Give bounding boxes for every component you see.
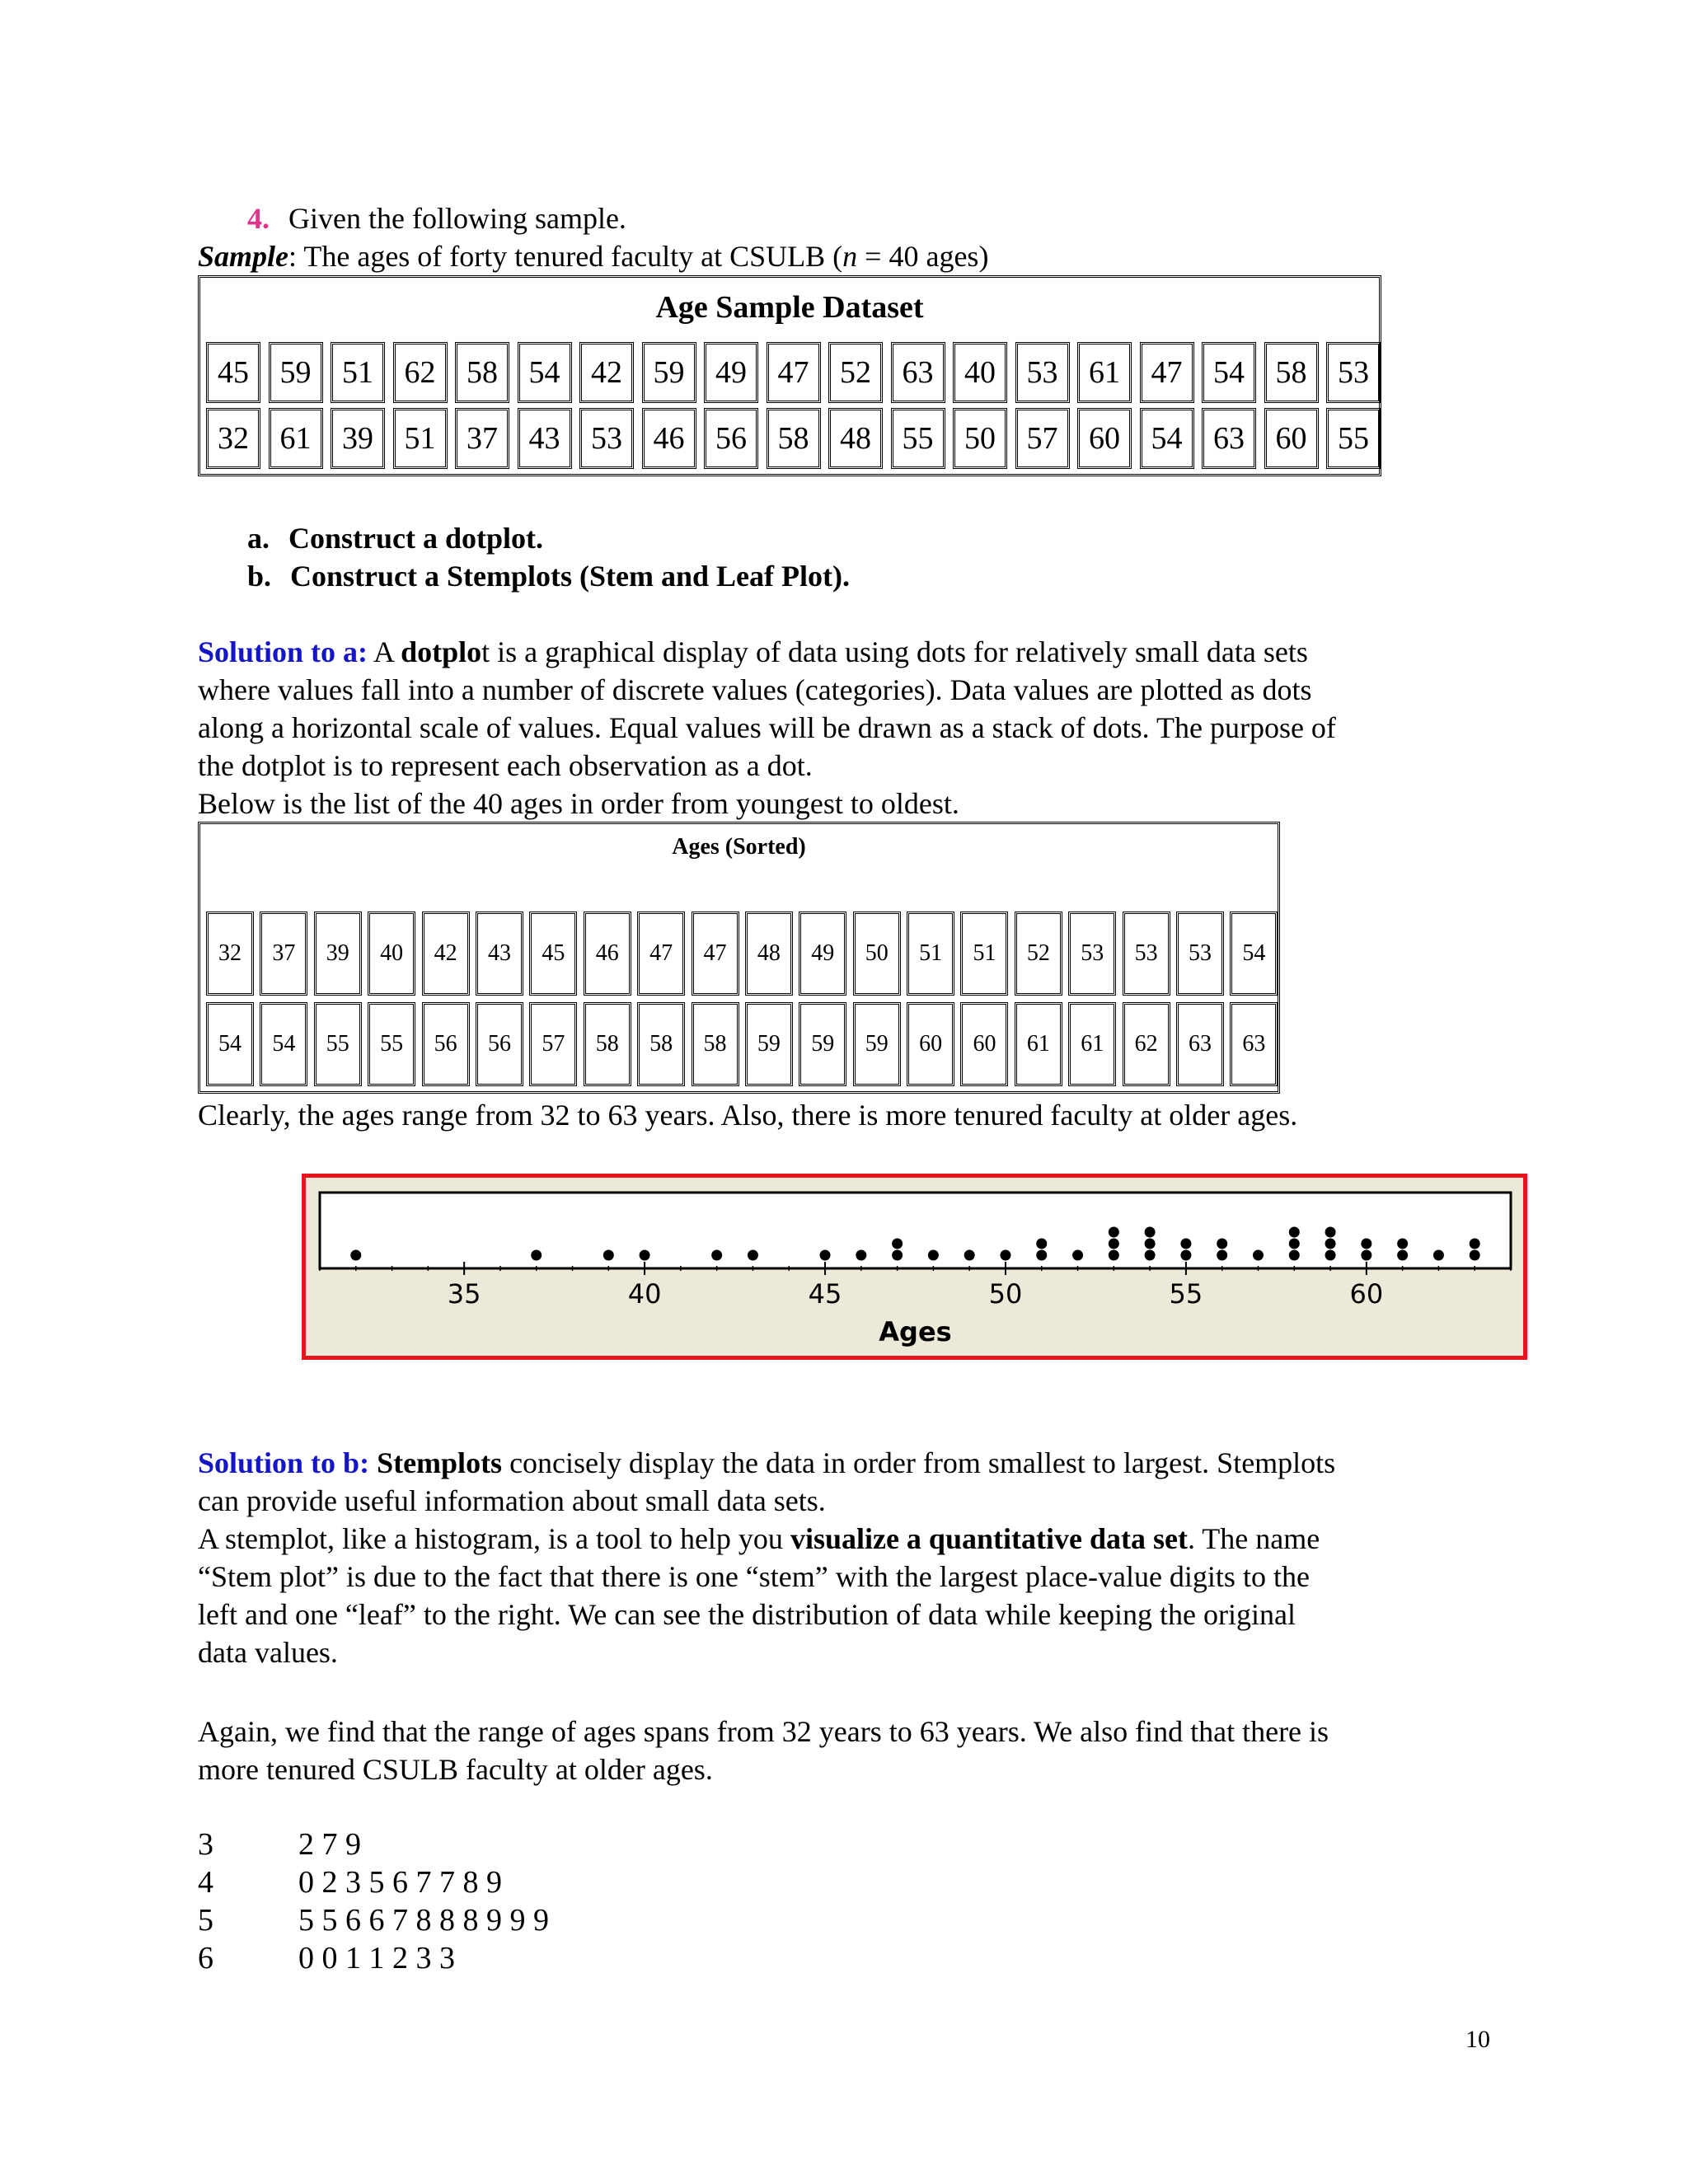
task-b (247, 557, 850, 595)
task-b-text: Construct a Stemplots (Stem and Leaf Plot). (290, 560, 850, 593)
x-tick-label: 60 (1349, 1278, 1384, 1310)
dot-mark (1180, 1250, 1191, 1261)
solution-a-rest: t is a graphical display of data using dots for relatively small data sets (481, 635, 1308, 668)
range-conclusion-line-1: Again, we find that the range of ages spans from 32 years to 63 years. We also find that there is (198, 1715, 1329, 1748)
solution-a-line-5: Below is the list of the 40 ages in order from youngest to oldest. (198, 787, 959, 820)
dot-mark (1145, 1250, 1156, 1261)
sorted-ages-cell: 60 (907, 1002, 954, 1086)
age-sample-cell: 54 (1202, 342, 1256, 403)
age-sample-cell: 47 (767, 342, 821, 403)
sorted-ages-cell: 55 (368, 1002, 415, 1086)
age-sample-cell: 54 (518, 342, 572, 403)
solution-b-line-1 (198, 1444, 1500, 1482)
solution-b-p2-rest: . The name (1187, 1522, 1320, 1555)
dot-mark (350, 1250, 361, 1261)
sorted-ages-cell: 61 (1068, 1002, 1116, 1086)
age-sample-cell: 58 (767, 408, 821, 469)
sorted-ages-cell: 51 (960, 912, 1008, 996)
sorted-ages-cell: 45 (529, 912, 577, 996)
sorted-ages-cell: 56 (476, 1002, 523, 1086)
age-sample-row-1 (206, 342, 1389, 403)
age-sample-cell: 59 (642, 342, 696, 403)
age-sample-cell: 56 (704, 408, 758, 469)
leaves-5: 5 5 6 6 7 8 8 8 9 9 9 (298, 1903, 549, 1938)
age-sample-cell: 63 (1202, 408, 1256, 469)
dot-mark (1145, 1239, 1156, 1249)
dot-mark (1325, 1250, 1336, 1261)
page-number: 10 (1465, 2026, 1490, 2053)
x-tick-label: 55 (1169, 1278, 1203, 1310)
dot-mark (531, 1250, 542, 1261)
solution-b-line-5: left and one “leaf” to the right. We can see the distribution of data while keeping the original (198, 1598, 1296, 1631)
sorted-ages-cell: 37 (260, 912, 307, 996)
age-sample-cell: 63 (891, 342, 945, 403)
dot-mark (1397, 1250, 1408, 1261)
leaves-6: 0 0 1 1 2 3 3 (298, 1941, 455, 1975)
age-sample-cell: 51 (393, 408, 448, 469)
dot-mark (1470, 1239, 1480, 1249)
age-sample-cell: 55 (1326, 408, 1381, 469)
range-statement: Clearly, the ages range from 32 to 63 years. Also, there is more tenured faculty at older ages. (198, 1099, 1298, 1132)
age-sample-cell: 55 (891, 408, 945, 469)
age-sample-table-caption: Age Sample Dataset (655, 290, 924, 325)
sorted-ages-cell: 53 (1123, 912, 1170, 996)
dot-mark (1361, 1250, 1372, 1261)
age-sample-cell: 46 (642, 408, 696, 469)
sorted-ages-cell: 61 (1015, 1002, 1062, 1086)
age-sample-cell: 53 (1015, 342, 1070, 403)
sorted-ages-cell: 43 (476, 912, 523, 996)
dot-mark (1470, 1250, 1480, 1261)
task-a-marker: a. (247, 522, 270, 555)
sorted-ages-table (198, 822, 1280, 1094)
sorted-ages-cell: 48 (745, 912, 793, 996)
dot-mark (1433, 1250, 1444, 1261)
dot-mark (1325, 1239, 1336, 1249)
stem-3: 3 (198, 1827, 213, 1862)
age-sample-cell: 32 (206, 408, 260, 469)
sorted-ages-row-1 (206, 912, 1284, 996)
age-sample-cell: 45 (206, 342, 260, 403)
dot-mark (856, 1250, 866, 1261)
dot-mark (892, 1250, 903, 1261)
age-sample-cell: 47 (1140, 342, 1194, 403)
dot-mark (1253, 1250, 1264, 1261)
age-sample-cell: 48 (828, 408, 883, 469)
age-sample-cell: 53 (1326, 342, 1381, 403)
sorted-ages-cell: 47 (692, 912, 739, 996)
age-sample-cell: 62 (393, 342, 448, 403)
x-tick-label: 45 (808, 1278, 842, 1310)
dotplot-chart (306, 1178, 1523, 1356)
sorted-ages-cell: 52 (1015, 912, 1062, 996)
dot-mark (1180, 1239, 1191, 1249)
sorted-ages-cell: 53 (1068, 912, 1116, 996)
dot-mark (1072, 1250, 1083, 1261)
solution-a-line-3: along a horizontal scale of values. Equal values will be drawn as a stack of dots. The purpose of (198, 711, 1336, 744)
age-sample-cell: 39 (331, 408, 385, 469)
stem-5: 5 (198, 1903, 213, 1938)
dot-mark (1217, 1250, 1227, 1261)
solution-b-p2-pre: A stemplot, like a histogram, is a tool to help you (198, 1522, 790, 1555)
sorted-ages-cell: 58 (692, 1002, 739, 1086)
solution-b-paragraph (198, 1444, 1500, 1671)
dot-mark (1289, 1227, 1300, 1238)
sorted-ages-cell: 39 (314, 912, 362, 996)
task-b-marker: b. (247, 560, 272, 593)
x-axis-label: Ages (879, 1316, 952, 1347)
sorted-ages-cell: 50 (853, 912, 901, 996)
dot-mark (820, 1250, 831, 1261)
dot-mark (892, 1239, 903, 1249)
dot-mark (1000, 1250, 1010, 1261)
leaves-4: 0 2 3 5 6 7 7 8 9 (298, 1865, 502, 1900)
sorted-ages-cell: 40 (368, 912, 415, 996)
dot-mark (1397, 1239, 1408, 1249)
dot-mark (1289, 1250, 1300, 1261)
sorted-ages-cell: 47 (637, 912, 685, 996)
age-sample-cell: 37 (455, 408, 509, 469)
sorted-ages-cell: 63 (1176, 1002, 1224, 1086)
solution-a-bold: dotplo (401, 635, 482, 668)
stem-6: 6 (198, 1941, 213, 1975)
dot-mark (1109, 1250, 1119, 1261)
solution-a-label: Solution to a: (198, 635, 368, 668)
age-sample-cell: 43 (518, 408, 572, 469)
solution-a-line-1 (198, 633, 1484, 671)
sorted-ages-cell: 54 (260, 1002, 307, 1086)
problem-number: 4. (247, 202, 270, 235)
age-sample-cell: 51 (331, 342, 385, 403)
age-sample-cell: 58 (1264, 342, 1319, 403)
dot-mark (711, 1250, 722, 1261)
solution-b-label: Solution to b: (198, 1446, 370, 1479)
sorted-ages-cell: 32 (206, 912, 254, 996)
sorted-ages-cell: 59 (853, 1002, 901, 1086)
problem-intro: Given the following sample. (288, 202, 626, 235)
age-sample-cell: 40 (953, 342, 1007, 403)
dot-mark (1325, 1227, 1336, 1238)
stem-4: 4 (198, 1865, 213, 1900)
sorted-ages-cell: 49 (799, 912, 846, 996)
age-sample-cell: 58 (455, 342, 509, 403)
sample-text-before: : The ages of forty tenured faculty at CSULB ( (288, 240, 843, 273)
x-tick-label: 50 (988, 1278, 1023, 1310)
solution-a-paragraph (198, 633, 1484, 823)
solution-b-line-6: data values. (198, 1636, 338, 1669)
solution-b-line-3 (198, 1520, 1500, 1558)
age-sample-cell: 50 (953, 408, 1007, 469)
sorted-ages-caption: Ages (Sorted) (672, 834, 806, 860)
dot-mark (1145, 1227, 1156, 1238)
dot-mark (1289, 1239, 1300, 1249)
dot-mark (603, 1250, 614, 1261)
age-sample-cell: 57 (1015, 408, 1070, 469)
range-conclusion (198, 1713, 1500, 1788)
solution-b-p2-bold: visualize a quantitative data set (790, 1522, 1188, 1555)
sorted-ages-cell: 58 (584, 1002, 631, 1086)
range-conclusion-line-2: more tenured CSULB faculty at older ages. (198, 1753, 713, 1786)
age-sample-cell: 54 (1140, 408, 1194, 469)
dot-mark (1109, 1239, 1119, 1249)
sorted-ages-cell: 62 (1123, 1002, 1170, 1086)
sample-n: n (842, 240, 858, 273)
task-a-text: Construct a dotplot. (288, 522, 544, 555)
x-tick-label: 40 (627, 1278, 662, 1310)
age-sample-cell: 49 (704, 342, 758, 403)
age-sample-cell: 60 (1264, 408, 1319, 469)
solution-a-line-4: the dotplot is to represent each observation as a dot. (198, 749, 813, 782)
leaves-3: 2 7 9 (298, 1827, 361, 1862)
solution-b-bold: Stemplots (377, 1446, 503, 1479)
sorted-ages-cell: 59 (799, 1002, 846, 1086)
dot-mark (928, 1250, 939, 1261)
dot-mark (1036, 1239, 1047, 1249)
sorted-ages-cell: 63 (1230, 1002, 1278, 1086)
sorted-ages-cell: 54 (1230, 912, 1278, 996)
dot-mark (640, 1250, 650, 1261)
age-sample-cell: 60 (1077, 408, 1132, 469)
age-sample-cell: 61 (1077, 342, 1132, 403)
sorted-ages-cell: 59 (745, 1002, 793, 1086)
problem-heading (247, 199, 626, 237)
age-sample-cell: 61 (269, 408, 323, 469)
sample-label: Sample (198, 240, 289, 273)
sorted-ages-cell: 58 (637, 1002, 685, 1086)
dot-mark (1361, 1239, 1372, 1249)
sorted-ages-cell: 53 (1176, 912, 1224, 996)
sample-text-after: = 40 ages) (857, 240, 989, 273)
solution-a-pre: A (368, 635, 401, 668)
solution-a-line-2: where values fall into a number of discrete values (categories). Data values are plotted as dots (198, 673, 1312, 706)
age-sample-cell: 42 (579, 342, 634, 403)
sorted-ages-cell: 55 (314, 1002, 362, 1086)
sorted-ages-cell: 57 (529, 1002, 577, 1086)
sample-description (198, 237, 988, 275)
dot-mark (964, 1250, 975, 1261)
solution-b-line-4: “Stem plot” is due to the fact that there is one “stem” with the largest place-value digits to the (198, 1560, 1310, 1593)
dotplot-figure (302, 1174, 1527, 1360)
sorted-ages-cell: 60 (960, 1002, 1008, 1086)
solution-b-line-2: can provide useful information about small data sets. (198, 1484, 826, 1517)
sorted-ages-cell: 56 (422, 1002, 470, 1086)
dot-mark (1036, 1250, 1047, 1261)
age-sample-cell: 53 (579, 408, 634, 469)
dot-mark (1217, 1239, 1227, 1249)
dot-mark (1109, 1227, 1119, 1238)
age-sample-cell: 59 (269, 342, 323, 403)
sorted-ages-row-2 (206, 1002, 1284, 1086)
age-sample-table (198, 275, 1381, 476)
dot-mark (748, 1250, 758, 1261)
age-sample-row-2 (206, 408, 1389, 469)
sorted-ages-cell: 51 (907, 912, 954, 996)
sorted-ages-cell: 42 (422, 912, 470, 996)
x-tick-label: 35 (447, 1278, 481, 1310)
solution-b-rest: concisely display the data in order from smallest to largest. Stemplots (502, 1446, 1336, 1479)
age-sample-cell: 52 (828, 342, 883, 403)
sorted-ages-cell: 54 (206, 1002, 254, 1086)
task-a (247, 519, 543, 557)
sorted-ages-cell: 46 (584, 912, 631, 996)
